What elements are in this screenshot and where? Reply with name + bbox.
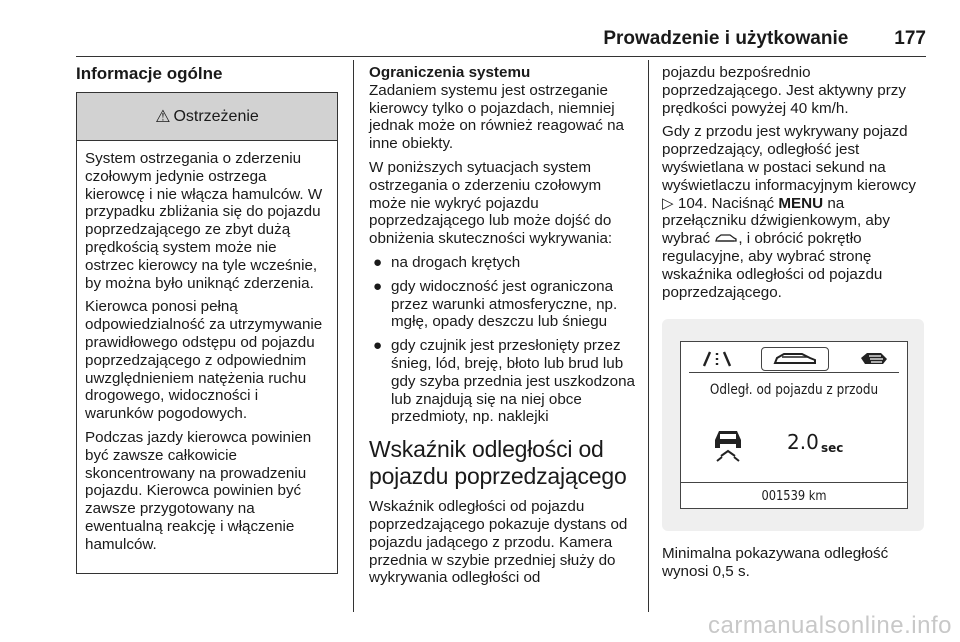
paragraph: Wskaźnik odległości od pojazdu poprzedzającego pokazuje dystans od pojazdu jadącego z przodu. Kamera przednia w szybie przedniej służy do wykrywania odległości od <box>369 498 628 587</box>
section-heading: Wskaźnik odległości od pojazdu poprzedzającego <box>369 436 627 490</box>
page-header <box>603 28 926 50</box>
warning-header <box>77 93 337 141</box>
warning-paragraph: Kierowca ponosi pełną odpowiedzialność za utrzymywanie prawidłowego odstępu od pojazdu poprzedzającego z odpowiednim uwzględnieniem natężenia ruchu drogowego, widoczności i warunków pogodowych. <box>85 298 323 423</box>
display-label: Odległ. od pojazdu z przodu <box>709 382 879 399</box>
warning-paragraph: System ostrzegania o zderzeniu czołowym jedynie ostrzega kierowcę i nie włącza hamulców. W przypadku zbliżania się do pojazdu poprzedzającego ze zbyt dużą prędkością system może nie ostrzec kierowcy na tyle wcześnie, by można było uniknąć zderzenia. <box>85 150 323 292</box>
warning-paragraph: Podczas jazdy kierowca powinien być zawsze całkowicie skoncentrowany na prowadzeniu pojazdu. Kierowca powinien być zawsze przygotowany na ewentualną reakcję i włączenie hamulców. <box>85 428 312 553</box>
header-title: Prowadzenie i użytkowanie <box>603 28 849 49</box>
paragraph: Zadaniem systemu jest ostrzeganie kierowcy tylko o pojazdach, niemniej jednak może on również reagować na inne obiekty. <box>369 81 624 153</box>
display-tab-bar <box>681 346 907 372</box>
following-distance-icon <box>711 428 745 464</box>
selected-tab <box>761 347 829 371</box>
column-divider <box>648 60 649 612</box>
paragraph: Minimalna pokazywana odległość wynosi 0,5 s. <box>662 545 889 581</box>
car-front-icon <box>714 232 738 244</box>
paragraph: W poniższych sytuacjach system ostrzegania o zderzeniu czołowym może nie wykryć pojazdu poprzedzającego lub może dojść do obniżenia skuteczności wykrywania: <box>369 158 613 248</box>
page-ref-icon: ▷ <box>662 194 674 212</box>
section-title: Informacje ogólne <box>76 64 223 83</box>
page-number: 177 <box>894 28 926 49</box>
vehicle-ahead-icon <box>772 351 818 367</box>
display-figure <box>662 319 924 531</box>
paragraph: pojazdu bezpośrednio poprzedzającego. Jest aktywny przy prędkości powyżej 40 km/h. <box>662 64 906 117</box>
display-divider <box>689 372 899 373</box>
watermark: carmanualsonline.info <box>708 612 952 639</box>
warning-triangle-icon: ⚠ <box>155 106 171 126</box>
menu-key: MENU <box>778 194 824 212</box>
odometer: 001539 km <box>761 489 827 505</box>
distance-value: 2.0 <box>787 430 819 455</box>
distance-unit: sec <box>821 441 844 456</box>
bullet-icon: ● <box>373 277 383 295</box>
paragraph: Gdy z przodu jest wykrywany pojazd poprzedzający, odległość jest wyświetlana w postaci sekund na wyświetlaczu informacyjnym kierowcy ▷ 104. Naciśnąć MENU na przełączniku dźwigienkowym, aby wybrać , i obrócić pokrętło regulacyjne, aby wybrać stronę wskaźnika odległości od pojazdu poprzedzającego. <box>662 123 917 301</box>
header-rule <box>76 56 926 57</box>
subsection-title: Ograniczenia systemu <box>369 64 531 81</box>
warning-body <box>77 141 337 554</box>
list-item: ● gdy widoczność jest ograniczona przez warunki atmosferyczne, np. mgłę, opady deszczu lub śniegu <box>373 277 618 331</box>
lane-assist-icon <box>701 350 733 368</box>
bullet-icon: ● <box>373 337 383 355</box>
list-item: ● gdy czujnik jest przesłonięty przez śnieg, lód, breję, błoto lub brud lub gdy szyba przednia jest uszkodzona lub znajdują się na niej obce przedmioty, np. naklejki <box>373 337 635 426</box>
list-item: ● na drogach krętych <box>373 253 521 271</box>
warning-box <box>76 92 338 574</box>
warning-heading: Ostrzeżenie <box>173 107 259 125</box>
bullet-icon: ● <box>373 253 383 271</box>
bullet-list <box>369 254 637 426</box>
right-column <box>662 64 928 587</box>
middle-column <box>369 64 637 593</box>
column-divider <box>353 60 354 612</box>
display-divider <box>681 482 907 483</box>
driver-info-display <box>680 341 908 509</box>
tire-pressure-icon <box>857 350 891 368</box>
